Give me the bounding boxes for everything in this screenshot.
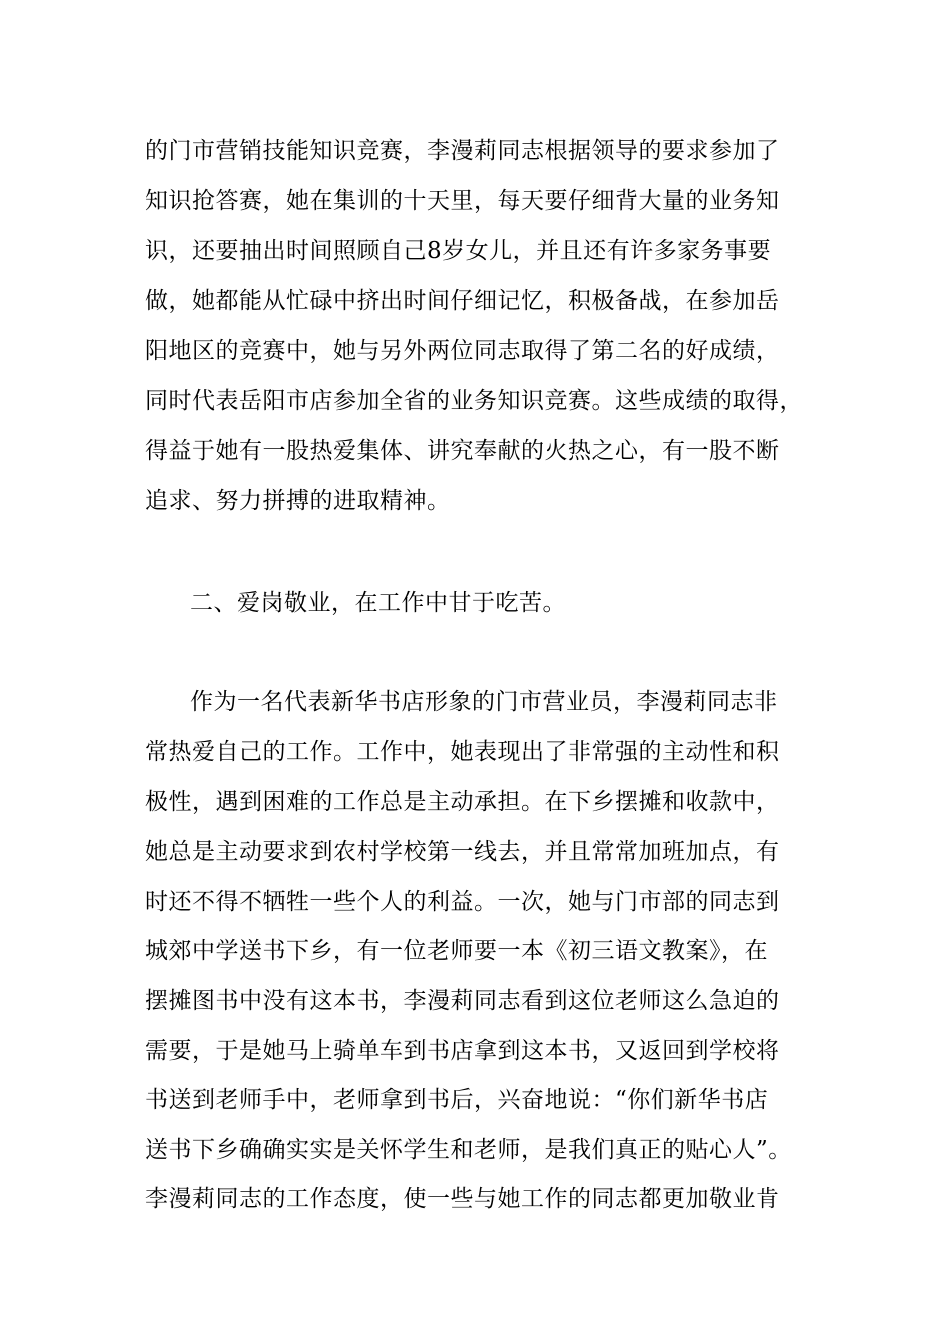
paragraph-line: 识，还要抽出时间照顾自己8岁女儿，并且还有许多家务事要	[145, 238, 772, 264]
paragraph-line: 城郊中学送书下乡，有一位老师要一本《初三语文教案》，在	[145, 938, 768, 964]
paragraph-line: 得益于她有一股热爱集体、讲究奉献的火热之心，有一股不断	[145, 438, 780, 464]
paragraph-line: 极性，遇到困难的工作总是主动承担。在下乡摆摊和收款中，	[145, 789, 780, 815]
paragraph-line: 常热爱自己的工作。工作中，她表现出了非常强的主动性和积	[145, 739, 780, 765]
paragraph-line: 她总是主动要求到农村学校第一线去，并且常常加班加点，有	[145, 839, 780, 865]
paragraph-line: 同时代表岳阳市店参加全省的业务知识竞赛。这些成绩的取得，	[145, 388, 803, 414]
paragraph-line: 阳地区的竞赛中，她与另外两位同志取得了第二名的好成绩，	[145, 338, 780, 364]
paragraph-line: 做，她都能从忙碌中挤出时间仔细记忆，积极备战，在参加岳	[145, 288, 780, 314]
paragraph-line: 送书下乡确确实实是关怀学生和老师，是我们真正的贴心人”。	[145, 1137, 792, 1163]
paragraph-line: 摆摊图书中没有这本书，李漫莉同志看到这位老师这么急迫的	[145, 988, 780, 1014]
paragraph-line: 时还不得不牺牲一些个人的利益。一次，她与门市部的同志到	[145, 889, 780, 915]
paragraph-line: 作为一名代表新华书店形象的门市营业员，李漫莉同志非	[190, 689, 778, 715]
paragraph-line: 知识抢答赛，她在集训的十天里，每天要仔细背大量的业务知	[145, 188, 780, 214]
paragraph-line: 李漫莉同志的工作态度，使一些与她工作的同志都更加敬业肯	[145, 1186, 780, 1212]
paragraph-line: 的门市营销技能知识竞赛，李漫莉同志根据领导的要求参加了	[145, 138, 780, 164]
paragraph-line: 需要，于是她马上骑单车到书店拿到这本书，又返回到学校将	[145, 1038, 780, 1064]
section-heading: 二、爱岗敬业，在工作中甘于吃苦。	[190, 590, 566, 616]
paragraph-line: 追求、努力拼搏的进取精神。	[145, 488, 451, 514]
paragraph-line: 书送到老师手中，老师拿到书后，兴奋地说：“你们新华书店	[145, 1087, 769, 1113]
